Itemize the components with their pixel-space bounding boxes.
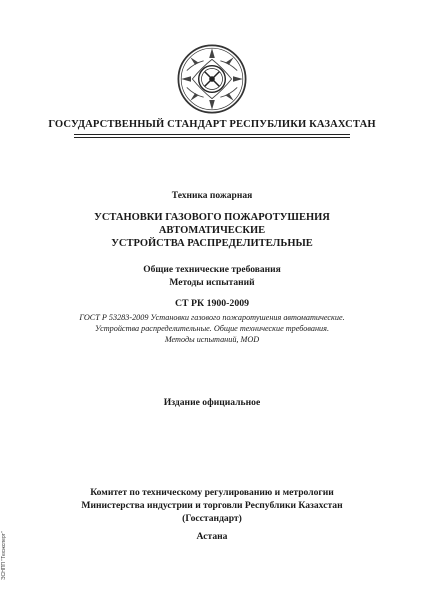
- document-category: Техника пожарная: [171, 191, 253, 201]
- header-rule-thick: [74, 137, 350, 138]
- side-watermark-note: ЭСНПП "Техэксперт": [1, 531, 7, 580]
- state-emblem: [177, 44, 247, 114]
- document-title: [0, 211, 424, 250]
- official-edition-label: Издание официальное: [163, 397, 261, 408]
- publisher-line: Комитет по техническому регулированию и метрологии: [90, 487, 334, 498]
- document-subtitle-line: Методы испытаний: [169, 277, 255, 288]
- publication-city: Астана: [196, 531, 228, 542]
- harmonized-note-line: Методы испытаний, MOD: [164, 335, 260, 344]
- document-subtitle-line: Общие технические требования: [143, 265, 281, 275]
- harmonized-note-line: Устройства распределительные. Общие технические требования.: [94, 324, 329, 333]
- page-header-title: ГОСУДАРСТВЕННЫЙ СТАНДАРТ РЕСПУБЛИКИ КАЗАХСТАН: [48, 119, 376, 130]
- harmonized-standard-note: [0, 312, 424, 345]
- document-title-line: УСТРОЙСТВА РАСПРЕДЕЛИТЕЛЬНЫЕ: [111, 238, 313, 249]
- header-rule-thin: [74, 134, 350, 135]
- publisher-block: [0, 486, 424, 525]
- kazakhstan-state-emblem-icon: [177, 44, 247, 114]
- document-title-line: УСТАНОВКИ ГАЗОВОГО ПОЖАРОТУШЕНИЯ: [94, 212, 330, 223]
- publisher-line: (Госстандарт): [182, 513, 242, 524]
- harmonized-note-line: ГОСТ Р 53283-2009 Установки газового пожаротушения автоматические.: [79, 313, 345, 322]
- document-subtitle: [0, 264, 424, 289]
- publisher-line: Министерства индустрии и торговли Республики Казахстан: [81, 500, 343, 511]
- document-title-line: АВТОМАТИЧЕСКИЕ: [158, 225, 266, 236]
- standard-number: СТ РК 1900-2009: [174, 298, 250, 309]
